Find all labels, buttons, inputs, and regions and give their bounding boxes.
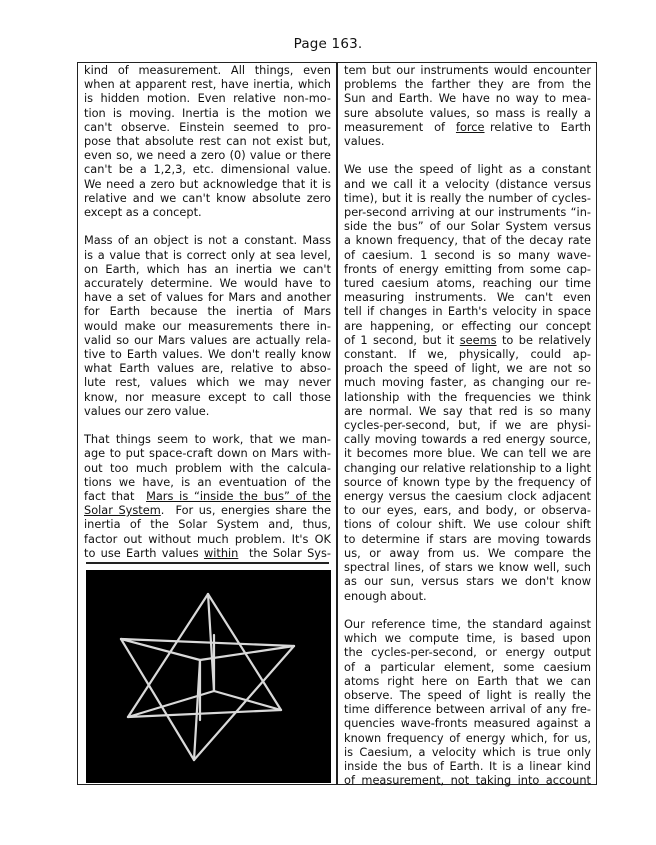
text-line: Sun and Earth. We have no way to mea- (344, 91, 591, 106)
text-line: per-second arriving at our instruments “in- (344, 205, 591, 220)
text-line: Mass of an object is not a constant. Mass (84, 233, 331, 248)
text-line: problems the farther they are from the (344, 77, 591, 92)
text-fragment: to use Earth values (84, 545, 204, 560)
text-line: sure absolute values, so mass is really a (344, 105, 591, 120)
text-line: tem but our instruments would encounter (344, 63, 591, 77)
text-line: as our sun, versus stars we don't know (344, 574, 591, 589)
text-line: of caesium. 1 second is so many wave- (344, 247, 591, 262)
text-line: to determine if stars are moving towards (344, 531, 591, 546)
text-line: constant. If we, physically, could ap- (344, 347, 591, 362)
text-line: source of known type by the frequency of (344, 474, 591, 489)
right-column (344, 63, 591, 787)
text-line: pose that absolute rest can not exist but, (84, 134, 331, 149)
text-line: for Earth because the inertia of Mars (84, 304, 331, 319)
text-line: lationship with the frequencies we think (344, 389, 591, 404)
text-line: except as a concept. (84, 205, 202, 220)
text-line: tions we have, is an eventuation of the (84, 474, 331, 489)
text-line: atoms right here on Earth that we can (344, 673, 591, 688)
text-line: proach the speed of light, we are not so (344, 361, 591, 376)
text-line: tured caesium atoms, reaching our time (344, 276, 591, 291)
text-line: on Earth, which has an inertia we can't (84, 261, 331, 276)
text-line: are normal. We say that red is so many (344, 403, 591, 418)
text-line: are happening, or effecting our concept (344, 318, 591, 333)
text-line: We use the speed of light as a constant (344, 162, 591, 177)
text-line: is Caesium, a velocity which is true only (344, 744, 591, 759)
text-line: inside the bus of Earth. It is a linear kind (344, 758, 591, 773)
text-line (84, 489, 331, 503)
text-line: of a particular element, some caesium (344, 659, 591, 674)
text-line: the cycles-per-second, or energy output (344, 645, 591, 660)
text-line: lute rest, values which we may never (84, 375, 331, 390)
text-line (84, 546, 331, 560)
underlined-phrase: Solar System (84, 503, 161, 518)
text-line: even so, we need a zero (0) value or there (84, 148, 331, 163)
text-line: That things seem to work, that we man- (84, 432, 331, 447)
text-line: tion is moving. Inertia is the motion we (84, 105, 331, 120)
text-line: what Earth values are, relative to abso- (84, 361, 331, 376)
text-line: side the bus” of our Solar System versus (344, 219, 591, 234)
text-line: to our eyes, ears, and body, or observa- (344, 503, 591, 518)
text-line (344, 120, 591, 134)
left-column (84, 63, 331, 560)
text-line (84, 503, 331, 517)
paragraph-space-craft (84, 432, 331, 560)
text-fragment: the Solar Sys- (238, 545, 331, 560)
text-fragment: measurement of (344, 119, 456, 134)
text-line: it becomes more blue. We can tell we are (344, 446, 591, 461)
paragraph-reference-time (344, 617, 591, 787)
text-line: tions of colour shift. We use colour shift (344, 517, 591, 532)
text-line: factor out without much problem. It's OK (84, 531, 331, 546)
text-fragment: relative to Earth (484, 119, 591, 134)
text-line: and we call it a velocity (distance versus (344, 176, 591, 191)
text-line: inertia of the Solar System and, thus, (84, 517, 331, 532)
text-line: much moving faster, as changing our re- (344, 375, 591, 390)
text-line: is a value that is correct only at sea level, (84, 247, 331, 262)
star-tetrahedron-icon (86, 570, 331, 783)
text-line (344, 333, 591, 347)
text-line: quencies wave-fronts measured against a (344, 716, 591, 731)
text-line: values our zero value. (84, 403, 210, 418)
text-line: changing our relative relationship to a light (344, 460, 591, 475)
text-line: when at apparent rest, have inertia, which (84, 77, 331, 92)
text-line: would make our measurements there in- (84, 318, 331, 333)
text-line: is hidden motion. Even relative non-mo- (84, 91, 331, 106)
text-line: kind of measurement. All things, even (84, 63, 331, 77)
paragraph-inertia (84, 63, 331, 219)
text-line: relative and we can't know absolute zero (84, 190, 331, 205)
text-line: out too much problem with the calcula- (84, 460, 331, 475)
text-line: values. (344, 134, 385, 149)
text-line: time difference between arrival of any fre- (344, 702, 591, 717)
text-line: can't observe. Einstein seemed to pro- (84, 119, 331, 134)
text-fragment: of 1 second, but it (344, 332, 460, 347)
underlined-phrase: Mars is “inside the bus” of the (146, 489, 332, 504)
text-line: known frequency of energy which, for us, (344, 730, 591, 745)
text-line: tive to Earth values. We don't really know (84, 347, 331, 362)
two-column-frame (77, 62, 597, 788)
text-line: fronts of energy emitting from some cap- (344, 261, 591, 276)
text-line: We need a zero but acknowledge that it is (84, 176, 331, 191)
text-line: Our reference time, the standard against (344, 616, 591, 631)
column-divider (336, 63, 338, 784)
text-line: observe. The speed of light is really the (344, 687, 591, 702)
text-fragment: fact that (84, 489, 147, 504)
text-line: a known frequency, that of the decay rate (344, 233, 591, 248)
text-line: age to put space-craft down on Mars with- (84, 446, 331, 461)
paragraph-mass (84, 233, 331, 418)
text-line: us, or away from us. We compare the (344, 545, 591, 560)
text-line: can't be a 1,2,3, etc. dimensional value. (84, 162, 331, 177)
text-fragment: . For us, energies share the (160, 503, 331, 518)
text-line: cycles-per-second, but, if we are physi- (344, 418, 591, 433)
paragraph-instruments (344, 63, 591, 148)
underlined-word: force (455, 119, 485, 134)
text-line: accurately determine. We would have to (84, 276, 331, 291)
text-line: which we compute time, is based upon (344, 631, 591, 646)
text-line: time), but it is really the number of cycles- (344, 190, 591, 205)
text-line: enough about. (344, 588, 427, 603)
text-line: spectral lines, of stars we know well, such (344, 560, 591, 575)
underlined-word: seems (459, 332, 497, 347)
text-line: tell if changes in Earth's velocity in space (344, 304, 591, 319)
text-line: valid so our Mars values are actually rela- (84, 332, 331, 347)
page-header: Page 163. (293, 36, 363, 52)
paragraph-speed-of-light (344, 162, 591, 602)
text-line: have a set of values for Mars and another (84, 290, 331, 305)
text-line: of measurement, not taking into account (344, 773, 591, 788)
horizontal-rule (86, 562, 329, 564)
text-line: cally moving towards a red energy source, (344, 432, 591, 447)
text-line: know, nor measure except to call those (84, 389, 331, 404)
star-tetrahedron-photo (86, 570, 331, 783)
text-line: measuring instruments. We can't even (344, 290, 591, 305)
underlined-word: within (203, 545, 239, 560)
text-fragment: to be relatively (496, 332, 591, 347)
text-line: energy versus the caesium clock adjacent (344, 489, 591, 504)
